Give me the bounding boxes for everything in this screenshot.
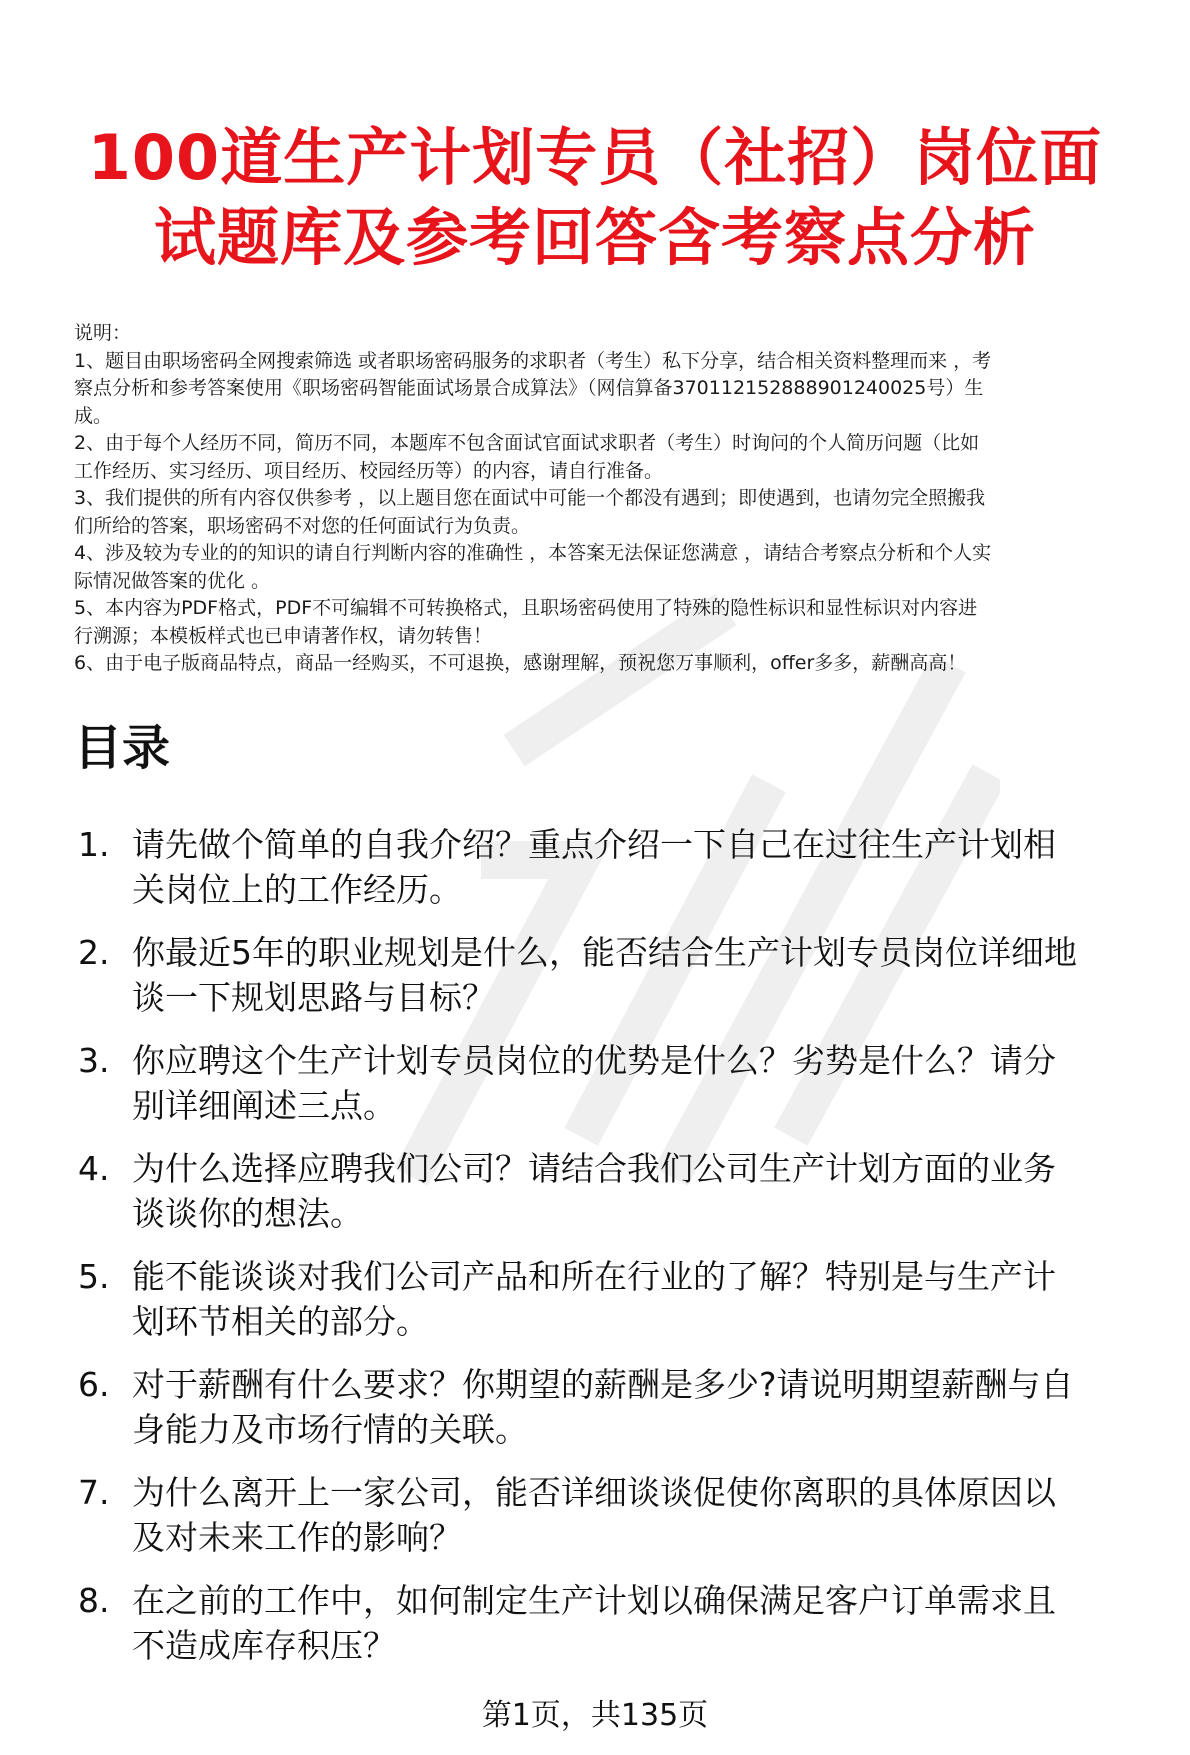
toc-item — [78, 1146, 1168, 1236]
instructions-section — [74, 320, 1164, 678]
note-line: 察点分析和参考答案使用《职场密码智能面试场景合成算法》（网信算备370112152888901240025号）生 — [74, 377, 984, 399]
toc-heading: 目录 — [74, 720, 171, 776]
toc-item — [78, 1470, 1168, 1560]
toc-item-text: 请先做个简单的自我介绍？重点介绍一下自己在过往生产计划相 — [132, 825, 1056, 864]
toc-item — [78, 1038, 1168, 1128]
title-line-1: 100道生产计划专员（社招）岗位面 — [87, 121, 1103, 194]
note-line: 1、题目由职场密码全网搜索筛选 或者职场密码服务的求职者（考生）私下分享，结合相关资料整理而来 ，考 — [74, 349, 992, 372]
toc-item-text: 关岗位上的工作经历。 — [132, 870, 462, 909]
note-line: 行溯源；本模板样式也已申请著作权，请勿转售！ — [74, 624, 493, 647]
note-line: 6、由于电子版商品特点，商品一经购买，不可退换，感谢理解，预祝您万事顺利，offer多多，薪酬高高！ — [74, 652, 967, 674]
toc-item-text: 你最近5年的职业规划是什么，能否结合生产计划专员岗位详细地 — [132, 933, 1077, 972]
toc-item-number: 7. — [78, 1473, 110, 1512]
toc-item — [78, 822, 1168, 912]
toc-item-number: 1. — [78, 825, 110, 864]
toc-item — [78, 1254, 1168, 1344]
toc-item-number: 4. — [78, 1149, 110, 1188]
note-line: 们所给的答案，职场密码不对您的任何面试行为负责。 — [74, 514, 531, 537]
toc-item-text: 在之前的工作中，如何制定生产计划以确保满足客户订单需求且 — [132, 1581, 1056, 1620]
note-line: 工作经历、实习经历、项目经历、校园经历等）的内容，请自行准备。 — [74, 459, 664, 482]
toc-item-text: 为什么选择应聘我们公司？请结合我们公司生产计划方面的业务 — [132, 1149, 1056, 1188]
toc-item-text: 能不能谈谈对我们公司产品和所在行业的了解？特别是与生产计 — [132, 1257, 1056, 1296]
note-line: 4、涉及较为专业的的知识的请自行判断内容的准确性 ，本答案无法保证您满意 ，请结合考察点分析和个人实 — [74, 542, 992, 564]
toc-item-number: 5. — [78, 1257, 110, 1296]
toc-item-text: 不造成库存积压？ — [132, 1626, 396, 1665]
toc-item-text: 谈一下规划思路与目标？ — [132, 978, 495, 1017]
toc-item-text: 你应聘这个生产计划专员岗位的优势是什么？劣势是什么？请分 — [132, 1041, 1056, 1080]
toc-item-text: 为什么离开上一家公司，能否详细谈谈促使你离职的具体原因以 — [132, 1473, 1056, 1512]
page-number: 第1页，共135页 — [481, 1698, 709, 1733]
toc-item-text: 划环节相关的部分。 — [132, 1302, 429, 1341]
title-line-2: 试题库及参考回答含考察点分析 — [153, 201, 1036, 274]
note-line: 成。 — [74, 404, 113, 427]
toc-item-number: 8. — [78, 1581, 110, 1620]
notes-heading: 说明： — [74, 322, 132, 344]
toc-item-number: 6. — [78, 1365, 110, 1404]
toc-item — [78, 1578, 1168, 1668]
document-title — [60, 118, 1130, 278]
toc-item-number: 3. — [78, 1041, 110, 1080]
toc-item-text: 别详细阐述三点。 — [132, 1086, 396, 1125]
toc-item — [78, 930, 1168, 1020]
note-line: 际情况做答案的优化 。 — [74, 569, 271, 592]
toc-item — [78, 1362, 1168, 1452]
toc-item-text: 身能力及市场行情的关联。 — [132, 1410, 528, 1449]
toc-list — [78, 822, 1168, 1686]
toc-item-text: 对于薪酬有什么要求？你期望的薪酬是多少?请说明期望薪酬与自 — [132, 1365, 1074, 1404]
toc-item-text: 及对未来工作的影响？ — [132, 1518, 462, 1557]
note-line: 2、由于每个人经历不同，简历不同，本题库不包含面试官面试求职者（考生）时询问的个人简历问题（比如 — [74, 432, 980, 454]
toc-item-text: 谈谈你的想法。 — [132, 1194, 363, 1233]
toc-item-number: 2. — [78, 933, 110, 972]
note-line: 5、本内容为PDF格式，PDF不可编辑不可转换格式，且职场密码使用了特殊的隐性标识和显性标识对内容进 — [74, 597, 978, 619]
note-line: 3、我们提供的所有内容仅供参考 ，以上题目您在面试中可能一个都没有遇到；即使遇到，也请勿完全照搬我 — [74, 487, 986, 509]
